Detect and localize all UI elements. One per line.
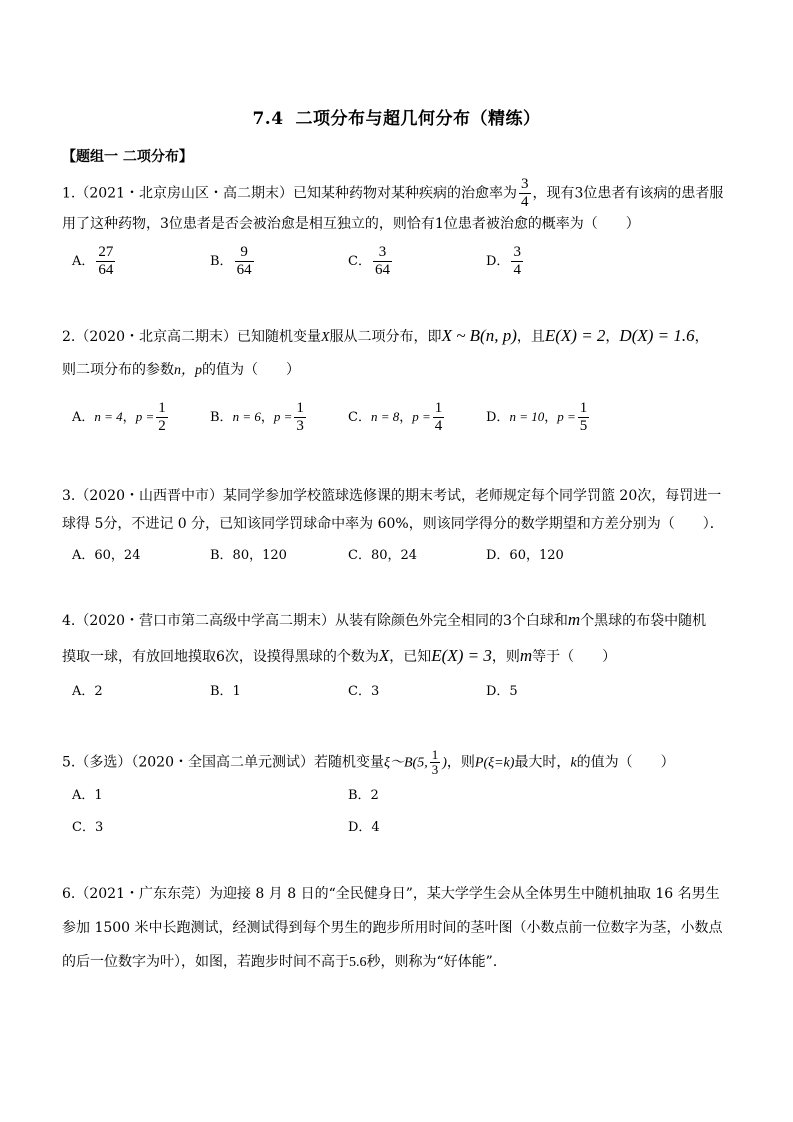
q1-option-a[interactable]: A． $\frac{27}{64}$: [72, 244, 114, 278]
q4-option-a[interactable]: A．2: [72, 684, 103, 699]
q1-line-1: [62, 176, 723, 211]
q5-line-1: 5.（多选）（2020・全国高二单元测试）若随机变量ξ～B(5, $\frac{1}{3}$ )，则P(ξ=k)最大时，k的值为（ ）: [62, 747, 675, 777]
q4-line-2: 摸取一球，有放回地摸取6次，设摸得黑球的个数为X，已知E(X) = 3，则m等于（ ）: [62, 646, 617, 665]
q6-line-3: 的后一位数字为叶），如图，若跑步时间不高于5.6秒，则称为“好体能”．: [62, 954, 507, 970]
q2-option-b[interactable]: B．n = 6，p = $\frac{1}{3}$: [210, 400, 304, 434]
q1-line-2: 用了这种药物，3位患者是否会被治愈是相互独立的，则恰有1位患者被治愈的概率为（ ）: [62, 216, 640, 232]
q4-option-b[interactable]: B．1: [210, 684, 241, 699]
q3-line-2: 球得 5分，不进记 0 分，已知该同学罚球命中率为 60%，则该同学得分的数学期望和方差分别为（ ）．: [62, 516, 724, 532]
q3-option-d[interactable]: D．60，120: [486, 548, 564, 563]
section-number: 7.4: [252, 109, 284, 129]
q5-option-d[interactable]: D．4: [348, 820, 380, 835]
q3-option-b[interactable]: B．80，120: [210, 548, 287, 563]
q1-text-2: ，现有3位患者有该病的患者服: [532, 185, 724, 202]
q5-option-b[interactable]: B．2: [348, 788, 379, 803]
q3-line-1: 3.（2020・山西晋中市）某同学参加学校篮球选修课的期末考试，老师规定每个同学罚篮 20次，每罚进一: [62, 488, 722, 504]
section-title: 二项分布与超几何分布（精练）: [295, 109, 541, 129]
q1-text: 1.（2021・北京房山区・高二期末）已知某种药物对某种疾病的治愈率为: [62, 185, 517, 202]
q4-line-1: 4.（2020・营口市第二高级中学高二期末）从装有除颜色外完全相同的3个白球和m个黑球的布袋中随机: [62, 610, 707, 629]
q1-fraction: $\frac{3}{4}$: [521, 176, 529, 210]
q2-option-c[interactable]: C．n = 8，p = $\frac{1}{4}$: [348, 400, 443, 434]
q1-option-c[interactable]: C． $\frac{3}{64}$: [348, 244, 390, 278]
q5-option-c[interactable]: C．3: [72, 820, 104, 835]
q1-option-b[interactable]: B． $\frac{9}{64}$: [210, 244, 252, 278]
q1-option-d[interactable]: D． $\frac{3}{4}$: [486, 244, 521, 278]
q5-option-a[interactable]: A．1: [72, 788, 103, 803]
page-title: [0, 104, 793, 129]
q6-line-2: 参加 1500 米中长跑测试，经测试得到每个男生的跑步所用时间的茎叶图（小数点前一位数字为茎，小数点: [62, 920, 723, 936]
q4-option-c[interactable]: C．3: [348, 684, 380, 699]
q2-option-d[interactable]: D．n = 10，p = $\frac{1}{5}$: [486, 400, 588, 434]
q3-option-c[interactable]: C．80，24: [348, 548, 418, 563]
q4-option-d[interactable]: D．5: [486, 684, 518, 699]
group-heading: 【题组一 二项分布】: [62, 149, 193, 165]
q6-line-1: 6.（2021・广东东莞）为迎接 8 月 8 日的“全民健身日”，某大学学生会从全体男生中随机抽取 16 名男生: [62, 886, 720, 902]
q2-line-2: 则二项分布的参数n，p的值为（ ）: [62, 362, 300, 378]
q2-line-1: 2.（2020・北京高二期末）已知随机变量X服从二项分布，即X ~ B(n, p)，且E(X) = 2，D(X) = 1.6，: [62, 326, 709, 345]
q3-option-a[interactable]: A．60，24: [72, 548, 141, 563]
q2-option-a[interactable]: A．n = 4，p = $\frac{1}{2}$: [72, 400, 166, 434]
